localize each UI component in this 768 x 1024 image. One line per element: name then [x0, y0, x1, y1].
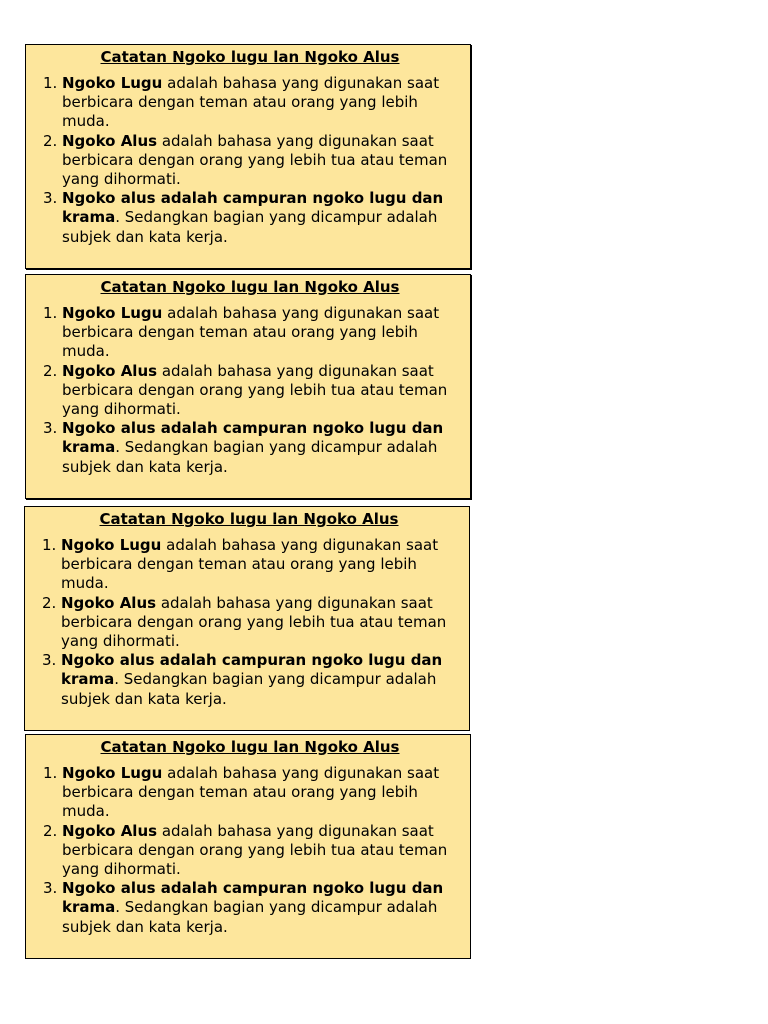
item-number: 3.	[43, 879, 58, 898]
note-list	[39, 536, 459, 709]
note-card	[25, 44, 471, 269]
card-title: Catatan Ngoko lugu lan Ngoko Alus	[100, 48, 400, 66]
item-number: 2.	[43, 131, 58, 150]
list-item	[40, 419, 460, 477]
item-term: Ngoko alus adalah campuran ngoko lugu dan krama	[62, 879, 444, 917]
item-term: Ngoko Alus	[62, 131, 158, 150]
item-number: 2.	[43, 361, 58, 380]
item-number: 2.	[42, 593, 57, 612]
item-number: 1.	[43, 764, 58, 782]
item-term: Ngoko alus adalah campuran ngoko lugu dan krama	[62, 419, 444, 457]
note-card	[25, 274, 471, 499]
item-term: Ngoko Alus	[62, 821, 158, 840]
list-item	[40, 362, 460, 420]
note-list	[40, 764, 460, 937]
item-text: adalah bahasa yang digunakan saat berbicara dengan orang yang lebih tua atau teman yang dihormati.	[62, 361, 448, 419]
note-list	[40, 304, 460, 477]
item-number: 3.	[42, 651, 57, 670]
list-item	[39, 651, 459, 709]
item-text: . Sedangkan bagian yang dicampur adalah subjek dan kata kerja.	[61, 670, 437, 708]
item-number: 1.	[42, 536, 57, 554]
item-text: . Sedangkan bagian yang dicampur adalah subjek dan kata kerja.	[62, 438, 438, 476]
item-number: 3.	[43, 419, 58, 438]
item-term: Ngoko Alus	[61, 593, 157, 612]
item-term: Ngoko Lugu	[62, 764, 163, 782]
note-card	[24, 506, 470, 731]
item-text: adalah bahasa yang digunakan saat berbicara dengan teman atau orang yang lebih muda.	[62, 304, 440, 361]
item-text: adalah bahasa yang digunakan saat berbicara dengan orang yang lebih tua atau teman yang dihormati.	[61, 593, 447, 651]
item-text: adalah bahasa yang digunakan saat berbicara dengan teman atau orang yang lebih muda.	[62, 764, 440, 821]
item-term: Ngoko Lugu	[61, 536, 162, 554]
item-text: adalah bahasa yang digunakan saat berbicara dengan orang yang lebih tua atau teman yang dihormati.	[62, 131, 448, 189]
list-item	[40, 304, 460, 362]
list-item	[40, 189, 460, 247]
item-number: 2.	[43, 821, 58, 840]
item-text: adalah bahasa yang digunakan saat berbicara dengan orang yang lebih tua atau teman yang dihormati.	[62, 821, 448, 879]
item-number: 1.	[43, 304, 58, 322]
item-term: Ngoko Alus	[62, 361, 158, 380]
item-text: adalah bahasa yang digunakan saat berbicara dengan teman atau orang yang lebih muda.	[62, 74, 440, 131]
list-item	[39, 536, 459, 594]
card-title: Catatan Ngoko lugu lan Ngoko Alus	[99, 510, 399, 528]
item-text: . Sedangkan bagian yang dicampur adalah subjek dan kata kerja.	[62, 208, 438, 246]
item-term: Ngoko Lugu	[62, 74, 163, 92]
item-term: Ngoko Lugu	[62, 304, 163, 322]
item-term: Ngoko alus adalah campuran ngoko lugu dan krama	[61, 651, 443, 689]
list-item	[40, 879, 460, 937]
list-item	[40, 822, 460, 880]
card-title: Catatan Ngoko lugu lan Ngoko Alus	[100, 738, 400, 756]
item-number: 1.	[43, 74, 58, 92]
list-item	[40, 132, 460, 190]
item-text: adalah bahasa yang digunakan saat berbicara dengan teman atau orang yang lebih muda.	[61, 536, 439, 593]
item-term: Ngoko alus adalah campuran ngoko lugu dan krama	[62, 189, 444, 227]
note-card	[25, 734, 471, 959]
list-item	[39, 594, 459, 652]
item-number: 3.	[43, 189, 58, 208]
list-item	[40, 764, 460, 822]
card-title: Catatan Ngoko lugu lan Ngoko Alus	[100, 278, 400, 296]
note-list	[40, 74, 460, 247]
item-text: . Sedangkan bagian yang dicampur adalah subjek dan kata kerja.	[62, 898, 438, 936]
list-item	[40, 74, 460, 132]
